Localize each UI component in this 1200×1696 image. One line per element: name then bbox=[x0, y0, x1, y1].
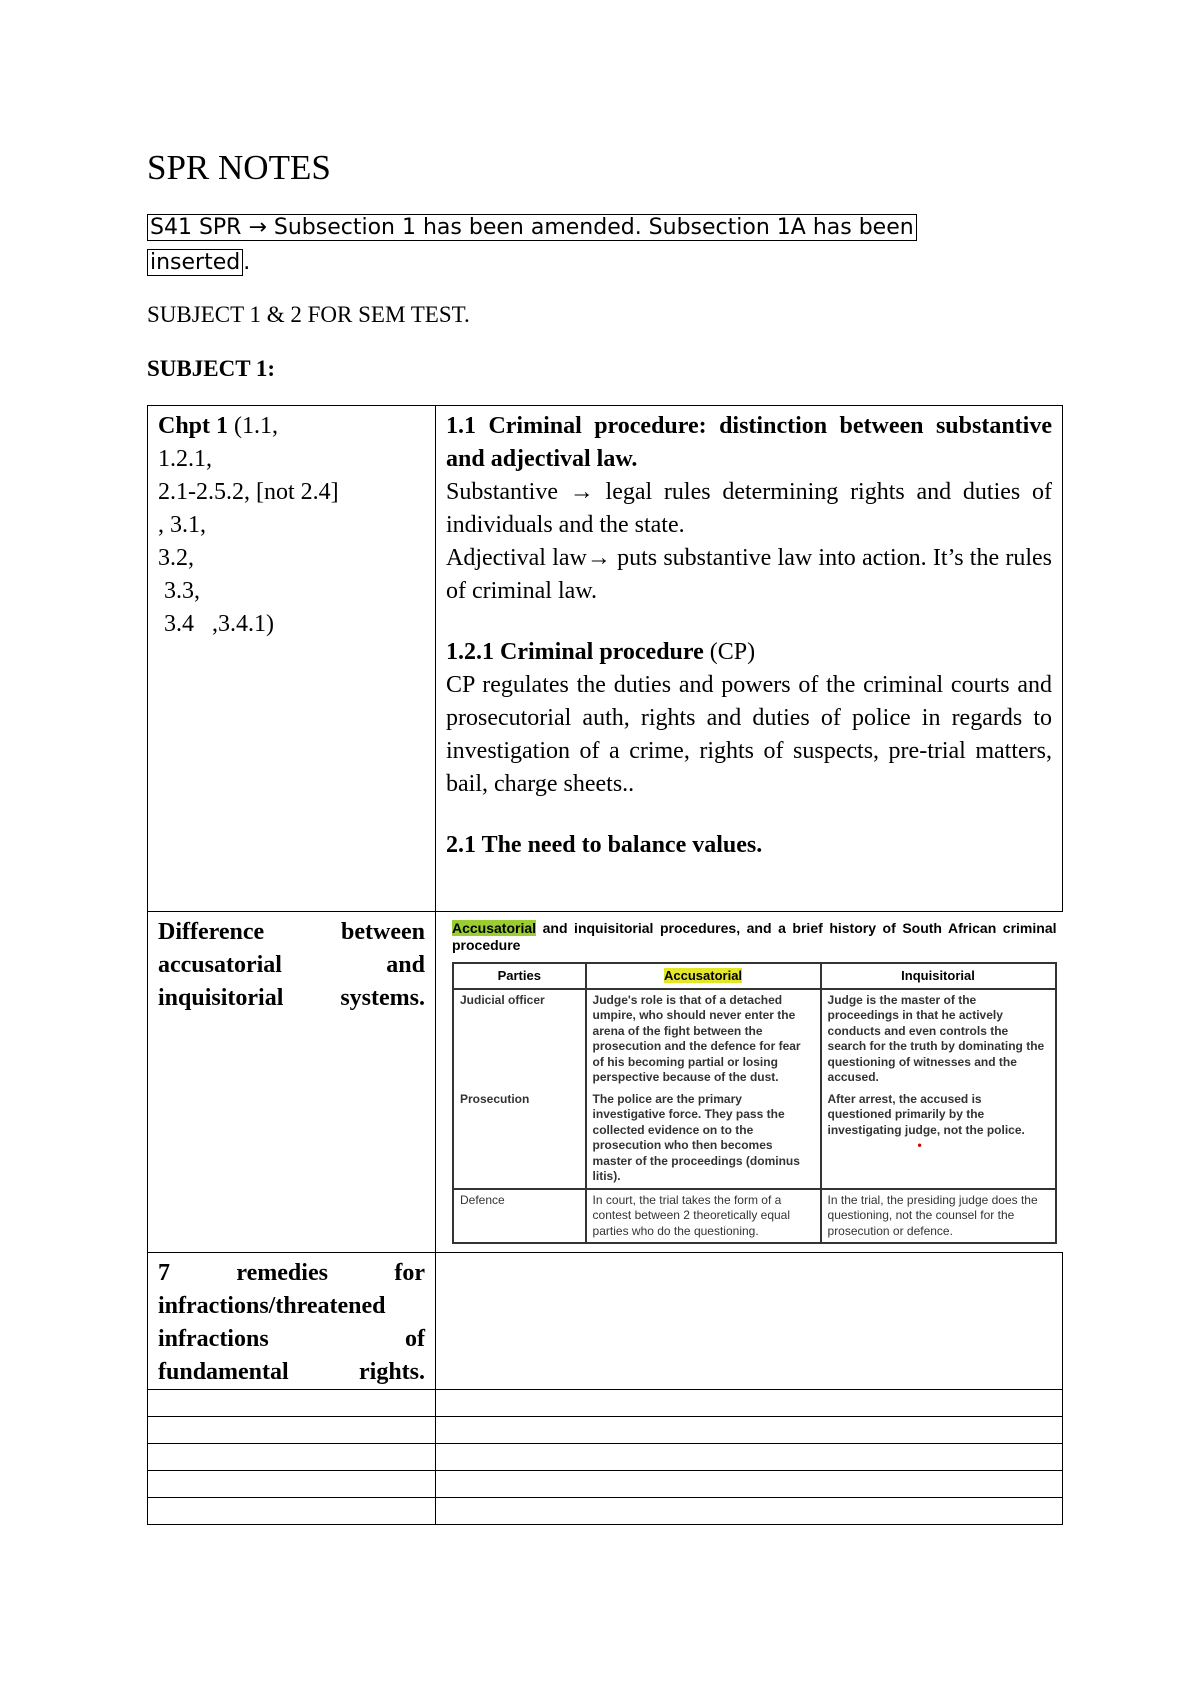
column-header: Inquisitorial bbox=[821, 963, 1056, 989]
table-row bbox=[148, 1390, 1063, 1417]
ref-line: 3.3, bbox=[158, 578, 200, 604]
table-cell: After arrest, the accused is questioned primarily by the investigating judge, not the police. • bbox=[821, 1089, 1056, 1189]
table-row bbox=[148, 1498, 1063, 1525]
table-cell: Prosecution bbox=[453, 1089, 586, 1189]
table-cell: In the trial, the presiding judge does the questioning, not the counsel for the prosecution or defence. bbox=[821, 1189, 1056, 1244]
comparison-table bbox=[452, 962, 1057, 1244]
section-heading: 1.1 Criminal procedure: distinction between substantive and adjectival law. bbox=[446, 413, 1052, 472]
chapter-references bbox=[148, 406, 435, 641]
paragraph: Substantive → legal rules determining rights and duties of individuals and the state. bbox=[446, 479, 1052, 538]
amendment-period: . bbox=[243, 250, 251, 275]
table-row bbox=[148, 1417, 1063, 1444]
amendment-note bbox=[147, 210, 1062, 280]
amendment-line-2: inserted bbox=[147, 249, 243, 276]
table-cell: Defence bbox=[453, 1189, 586, 1244]
table-cell: Judge's role is that of a detached umpire, who should never enter the arena of the fight between the prosecution and the defence for fear of his becoming partial or losing perspective because of the dust. bbox=[586, 989, 821, 1089]
section-heading: 2.1 The need to balance values. bbox=[446, 832, 763, 858]
comparison-table-image bbox=[436, 912, 1063, 1252]
subject-line: SUBJECT 1 & 2 FOR SEM TEST. bbox=[147, 302, 470, 327]
table-cell: In court, the trial takes the form of a contest between 2 theoretically equal parties who do the questioning. bbox=[586, 1189, 821, 1244]
table-row bbox=[148, 1444, 1063, 1471]
ref-line: , 3.1, bbox=[158, 512, 206, 538]
column-header: Accusatorial bbox=[586, 963, 821, 989]
ref-line: (1.1, bbox=[228, 413, 279, 439]
table-row bbox=[148, 406, 1063, 912]
image-heading: Accusatorial and inquisitorial procedures, and a brief history of South African criminal procedure bbox=[452, 920, 1057, 953]
row-label: 7 remedies for infractions/threatened infractions of fundamental rights. bbox=[158, 1260, 425, 1385]
ref-line: 3.2, bbox=[158, 545, 194, 571]
row-label: Difference between accusatorial and inquisitorial systems. bbox=[158, 919, 425, 1011]
ref-line: 2.1-2.5.2, [not 2.4] bbox=[158, 479, 339, 505]
page-title: SPR NOTES bbox=[147, 148, 331, 187]
red-mark: • bbox=[917, 1138, 922, 1152]
table-cell: The police are the primary investigative force. They pass the collected evidence on to the prosecution who then becomes master of the proceedings (dominus litis). bbox=[586, 1089, 821, 1189]
column-header: Parties bbox=[453, 963, 586, 989]
section-heading: 1.2.1 Criminal procedure (CP) bbox=[446, 639, 756, 665]
table-row bbox=[148, 912, 1063, 1253]
notes-table bbox=[147, 405, 1063, 1525]
table-cell: Judicial officer bbox=[453, 989, 586, 1089]
table-cell: Judge is the master of the proceedings in that he actively conducts and even controls the search for the truth by dominating the questioning of witnesses and the accused. bbox=[821, 989, 1056, 1089]
chapter-label: Chpt 1 bbox=[158, 413, 229, 439]
table-row bbox=[148, 1471, 1063, 1498]
amendment-line-1: S41 SPR → Subsection 1 has been amended. Subsection 1A has been bbox=[147, 214, 917, 241]
paragraph: Adjectival law→ puts substantive law into action. It’s the rules of criminal law. bbox=[446, 545, 1052, 604]
paragraph: CP regulates the duties and powers of the criminal courts and prosecutorial auth, rights and duties of police in regards to investigation of a crime, rights of suspects, pre-trial matters, bail, charge sheets.. bbox=[446, 672, 1052, 797]
ref-line: 3.4 ,3.4.1) bbox=[158, 611, 274, 637]
subject-heading: SUBJECT 1: bbox=[147, 356, 276, 381]
notes-content bbox=[436, 406, 1062, 862]
table-row bbox=[148, 1253, 1063, 1390]
ref-line: 1.2.1, bbox=[158, 446, 212, 472]
